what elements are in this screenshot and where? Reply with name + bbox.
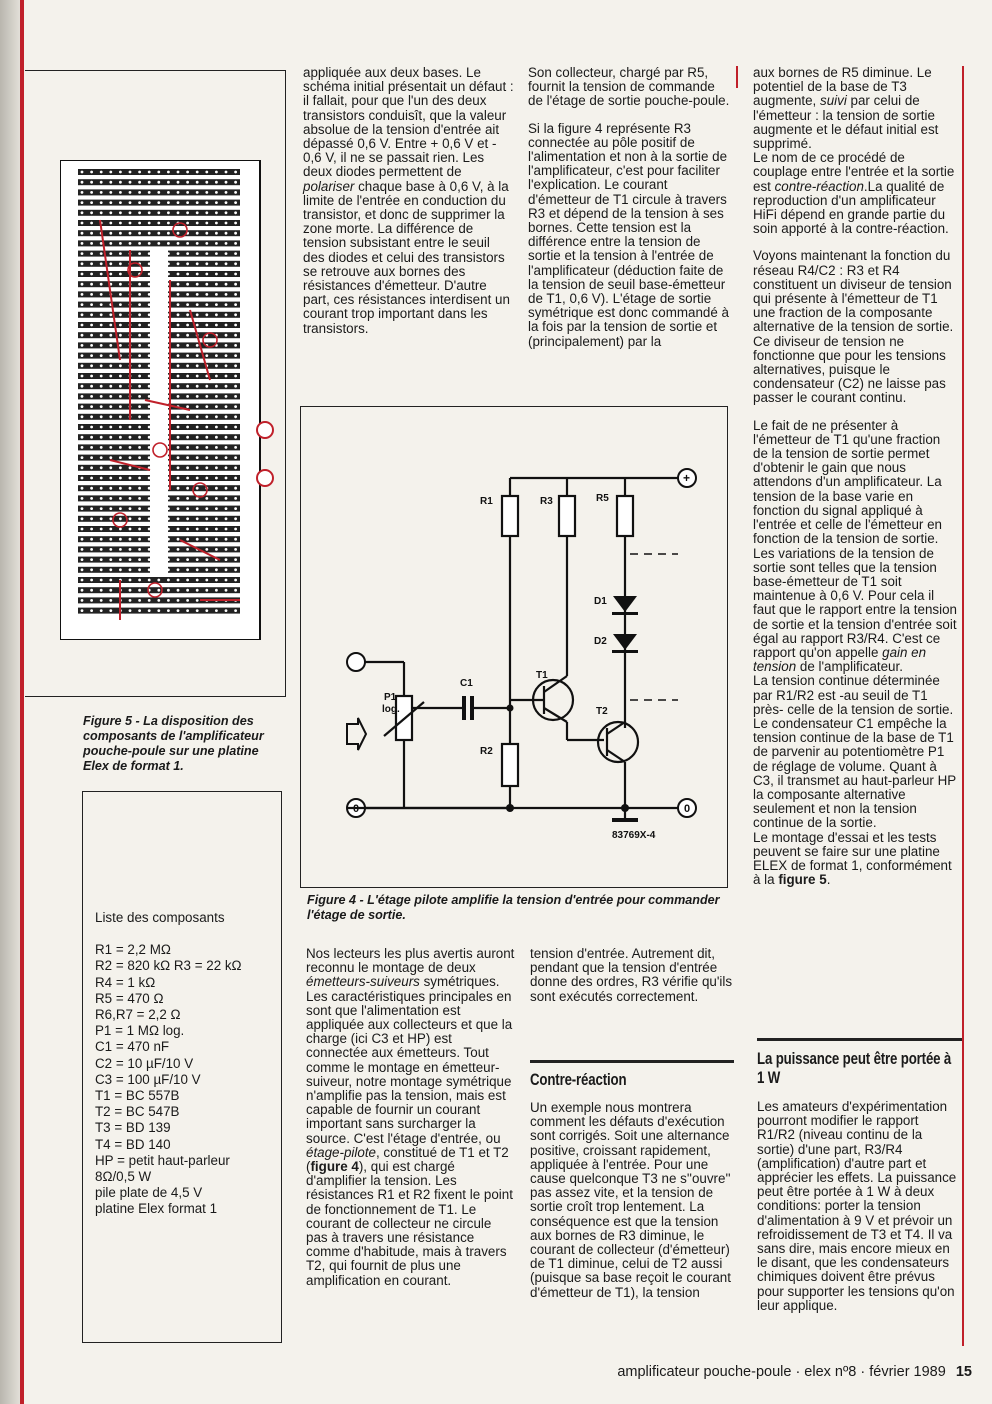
parts-list-item: R4 = 1 kΩ — [95, 974, 156, 990]
column-4-bottom — [757, 1100, 960, 1313]
label-p1-log: log. — [382, 704, 400, 715]
parts-list-item: pile plate de 4,5 V — [95, 1185, 203, 1201]
column-2-bottom — [306, 947, 516, 1288]
fig5-top-rule — [25, 70, 285, 71]
parts-list-item: platine Elex format 1 — [95, 1201, 218, 1217]
section-heading-contre-reaction: Contre-réaction — [530, 1070, 627, 1089]
figure5-caption: Figure 5 - La disposition des composants de l'amplificateur pouche-poule sur une platine Elex de format 1. — [83, 714, 264, 773]
col2b-d: étage-pilote — [306, 1144, 376, 1160]
label-c1: C1 — [460, 678, 473, 689]
fig5-right-rule — [285, 70, 286, 696]
column-2-top — [303, 66, 515, 336]
heading-rule-col3 — [530, 1060, 734, 1063]
heading-rule-col4 — [757, 1038, 962, 1041]
column-4 — [753, 66, 957, 887]
col4-p7b: figure 5 — [778, 872, 827, 888]
circuit-schematic — [300, 406, 726, 886]
col2-text-b: chaque base à 0,6 V, à la limite de l'entrée en conduction du transistor, et donc de supprimer la zone morte. La différence de tension subsistant entre le seuil des diodes et celui des transistors se retrouve aux bornes des résistances d'émetteur. D'autre part, ces résistances interdisent un courant trop important dans les transistors. — [303, 178, 510, 336]
col4-p2c: .La qualité de reproduction d'un amplificateur HiFi dépend en grande partie du soin apporté à la contre-réaction. — [753, 178, 949, 237]
label-r2: R2 — [480, 746, 493, 757]
col2b-g: ), qui est chargé d'amplifier la tension. Les résistances R1 et R2 fixent le point de fonctionnement de T1. Le courant de collecteur ne circule pas à travers une résistance comme d'habitude, mais à travers T2, qui fournit de plus une amplification en courant. — [306, 1159, 513, 1288]
footer-text: amplificateur pouche-poule · elex nº8 · février 1989 — [617, 1364, 946, 1380]
label-p1: P1 — [384, 692, 397, 703]
col4-p2a: Le nom de ce procédé de couplage entre l'entrée et la sortie est — [753, 150, 955, 194]
column-divider-red — [736, 66, 738, 88]
col3-para-2: Si la figure 4 représente R3 connectée au pôle positif de l'alimentation et non à la sortie de l'amplificateur, c'est pour faciliter l'explication. Le courant d'émetteur de T1 circule à travers R3 et dépend de la tension à ses bornes. Cette tension est la différence entre la tension de sortie et la tension à l'entrée de l'amplificateur (déduction faite de la tension de seuil base-émetteur de T1, 0,6 V). L'étage de sortie symétrique est donc commandé à la fois par la tension de sortie et (principalement) par la — [528, 120, 729, 349]
column-3-top — [528, 66, 733, 349]
label-r1: R1 — [480, 496, 493, 507]
col2b-a: Nos lecteurs les plus avertis auront reconnu le montage de deux — [306, 946, 515, 976]
col4-para-5: La tension continue déterminée par R1/R2 est -au seuil de T1 près- celle de la tension de sortie. — [753, 673, 954, 717]
col2-text-a: appliquée aux deux bases. Le schéma initial présentait un défaut : il fallait, pour que l'un des deux transistors conduisît, que la valeur absolue de la tension d'entrée ait dépassé 0,6 V. Entre + 0,6 V et - 0,6 V, il ne se passait rien. Les deux diodes permettent de — [303, 65, 514, 180]
parts-list-item: T2 = BC 547B — [95, 1104, 180, 1120]
page-number: 15 — [955, 1364, 972, 1380]
col4-p2b: contre-réaction — [774, 178, 864, 194]
label-t2: T2 — [596, 706, 608, 717]
label-t1: T1 — [536, 670, 548, 681]
col4-p1c: par celui de l'émetteur : la tension de sortie augmente et le défaut initial est supprimé. — [753, 93, 939, 152]
terminal-plus: + — [683, 471, 691, 485]
column-3-bottom — [530, 947, 735, 1004]
stripboard-layout-figure — [60, 160, 280, 640]
page-footer — [617, 1364, 972, 1380]
col2-text-em: polariser — [303, 178, 355, 194]
col4-para-6: Le condensateur C1 empêche la tension continue de la base de T1 de parvenir au potentiomètre P1 de réglage de volume. Quant à C3, il transmet au haut-parleur HP la composante alternative seulement et non la tension continue de la sortie. — [753, 715, 956, 831]
binding-edge — [0, 0, 20, 1404]
parts-list-item: R5 = 470 Ω — [95, 990, 164, 1006]
parts-list-item: T1 = BC 557B — [95, 1088, 180, 1104]
parts-list-item: T3 = BD 139 — [95, 1120, 171, 1136]
col2b-f: figure 4 — [310, 1159, 359, 1175]
col4-p4a: Le fait de ne présenter à l'émetteur de T1 qu'une fraction de la tension de sortie permet d'obtenir le gain que nous attendons d'un amplificateur. La tension de la base varie en fonction du signal appliqué à l'entrée et celle de l'émetteur en fonction de la tension de sortie. Les variations de la tension de sortie sont telles que la tension base-émetteur de T1 soit maintenue à 0,6 V. Pour cela il faut que le rapport entre la tension de sortie et la tension d'entrée soit égal au rapport R3/R4. C'est ce rapport qu'on appelle — [753, 417, 957, 660]
col4-p1a: aux bornes de R5 diminue. Le potentiel de la base de T3 augmente, — [753, 65, 932, 109]
col3b-para-1: tension d'entrée. Autrement dit, pendant que la tension d'entrée donne des ordres, R3 vérifie qu'ils sont exécutés correctement. — [530, 946, 733, 1004]
col4-p4c: de l'amplificateur. — [796, 659, 903, 675]
parts-list-item: 8Ω/0,5 W — [95, 1169, 152, 1185]
schematic-reference: 83769X-4 — [612, 830, 656, 841]
col4-p7c: . — [826, 872, 831, 888]
parts-list-item: HP = petit haut-parleur — [95, 1152, 230, 1168]
right-red-rule — [962, 66, 964, 1346]
margin-red-line — [20, 0, 24, 1404]
label-d1: D1 — [594, 596, 607, 607]
label-r5: R5 — [596, 493, 609, 504]
col4-p4b: gain en tension — [753, 644, 927, 675]
parts-list-item: R6,R7 = 2,2 Ω — [95, 1007, 181, 1023]
col4-p7a: Le montage d'essai et les tests peuvent se faire sur une platine ELEX de format 1, conformément à la — [753, 829, 952, 888]
col2b-b: émetteurs-suiveurs — [306, 974, 420, 990]
col4-p1b: suivi — [820, 93, 847, 109]
col3b-para-2: Un exemple nous montrera comment les défauts d'exécution sont corrigés. Soit une alternance positive, croissant rapidement, appliquée à l'entrée. Pour une cause quelconque T3 ne s''ouvre'' pas assez vite, et la tension de sortie croît trop lentement. La conséquence est que la tension aux bornes de R3 diminue, le courant de collecteur (d'émetteur) de T1 diminue, celui de T2 aussi (puisque sa base reçoit le courant d'émetteur de T1), la tension — [530, 1100, 731, 1300]
parts-list-item: C1 = 470 nF — [95, 1039, 170, 1055]
parts-list-item: T4 = BD 140 — [95, 1136, 171, 1152]
label-r3: R3 — [540, 496, 553, 507]
parts-list-title: Liste des composants — [95, 910, 225, 925]
parts-list — [95, 910, 242, 1218]
parts-list-item: P1 = 1 MΩ log. — [95, 1023, 185, 1039]
figure4-caption: Figure 4 - L'étage pilote amplifie la tension d'entrée pour commander l'étage de sortie. — [307, 893, 720, 922]
parts-list-item: R1 = 2,2 MΩ — [95, 942, 171, 958]
terminal-zero-left: 0 — [353, 803, 360, 815]
col4-para-3: Voyons maintenant la fonction du réseau R4/C2 : R3 et R4 constituent un diviseur de tension qui présente à l'émetteur de T1 une fraction de la composante alternative de la tension de sortie. Ce diviseur de tension ne fonctionne que pour les tensions alternatives, puisque le condensateur (C2) ne laisse pas passer le courant continu. — [753, 248, 954, 406]
parts-list-item: C3 = 100 µF/10 V — [95, 1071, 201, 1087]
fig5-bottom-rule — [25, 696, 286, 697]
col2b-e: , constitué de T1 et T2 ( — [306, 1144, 509, 1175]
label-d2: D2 — [594, 636, 607, 647]
column-3-bottom-b — [530, 1101, 735, 1300]
section-heading-power: La puissance peut être portée à 1 W — [757, 1049, 952, 1087]
col2b-c: symétriques. Les caractéristiques principales en sont que l'alimentation est appliquée aux collecteurs et que la charge (ici C3 et HP) est connectée aux émetteurs. Tout comme le montage en émetteur-suiveur, notre montage symétrique n'amplifie pas la tension, mais est capable de fournir un courant important sans surcharger la source. C'est l'étage d'entrée, ou — [306, 974, 513, 1146]
col4-para-8: Les amateurs d'expérimentation pourront modifier le rapport R1/R2 (niveau continu de la sortie) d'une part, R3/R4 (amplification) d'autre part et apprécier les effets. La puissance peut être portée à 1 W à deux conditions: porter la tension d'alimentation à 9 V et prévoir un refroidissement de T3 et T4. Il va sans dire, mais encore mieux en le disant, que les condensateurs chimiques doivent être prévus pour supporter les tensions qu'on leur applique. — [757, 1099, 957, 1313]
col3-para-1: Son collecteur, chargé par R5, fournit la tension de commande de l'étage de sortie pouche-poule. — [528, 65, 730, 109]
parts-list-item: R2 = 820 kΩ R3 = 22 kΩ — [95, 958, 242, 974]
parts-list-item: C2 = 10 µF/10 V — [95, 1055, 194, 1071]
terminal-zero-right: 0 — [684, 803, 691, 815]
